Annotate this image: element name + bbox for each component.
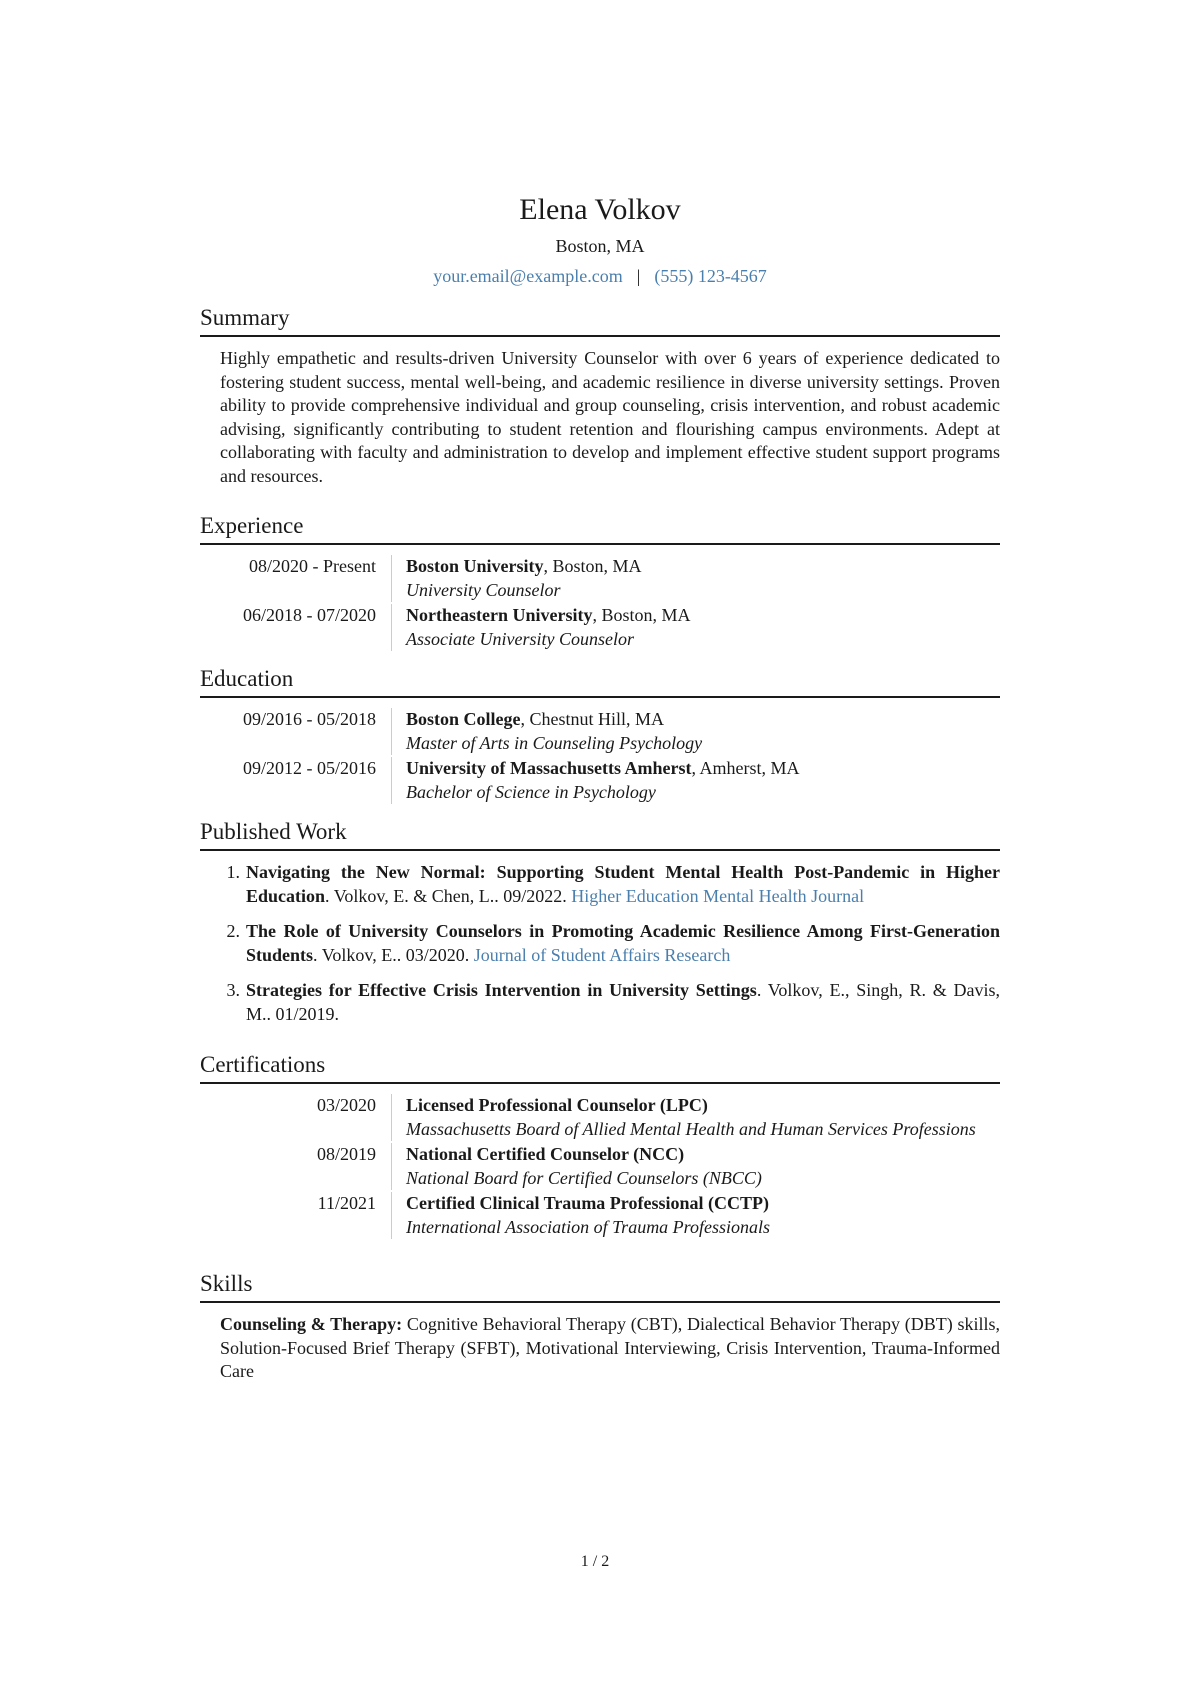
section-title: Skills [200,1271,253,1296]
section-divider [200,335,1000,337]
publication-number: 1. [226,862,240,882]
resume-header [200,190,1000,288]
school-name: University of Massachusetts Amherst [406,758,692,778]
publication-item [200,979,1000,1026]
entry-date: 06/2018 - 07/2020 [243,605,376,625]
degree: Bachelor of Science in Psychology [406,781,656,802]
certification-name: National Certified Counselor (NCC) [406,1144,685,1164]
skill-list: Cognitive Behavioral Therapy (CBT), Dialectical Behavior Therapy (DBT) skills, Solution-Focused Brief Therapy (SFBT), Motivational Interviewing, Crisis Intervention, Trauma-Informed Care [220,1314,1000,1381]
publication-venue-link[interactable]: Journal of Student Affairs Research [473,944,731,965]
section-title: Published Work [200,819,347,844]
publication-title: Navigating the New Normal: Supporting Student Mental Health Post-Pandemic in Higher Education [246,862,1000,906]
candidate-location: Boston, MA [555,236,645,256]
publication-title: Strategies for Effective Crisis Intervention in University Settings [246,980,757,1000]
certification-entry [200,1192,1000,1239]
section-divider [200,543,1000,545]
job-role: Associate University Counselor [406,628,634,649]
certifications-section [200,1050,1000,1239]
entry-date: 08/2020 - Present [249,556,376,576]
experience-section [200,511,1000,651]
section-title: Summary [200,305,290,330]
employer-location: , Boston, MA [592,605,691,625]
section-divider [200,849,1000,851]
certification-issuer: International Association of Trauma Professionals [406,1216,771,1237]
degree: Master of Arts in Counseling Psychology [406,732,703,753]
entry-date: 08/2019 [316,1144,376,1164]
certification-issuer: Massachusetts Board of Allied Mental Health and Human Services Professions [406,1118,976,1139]
publication-title: The Role of University Counselors in Promoting Academic Resilience Among First-Generation Students [246,921,1000,965]
summary-section [200,303,1000,488]
section-title: Experience [200,513,304,538]
publication-list [200,861,1000,1026]
experience-entry [200,555,1000,602]
summary-text: Highly empathetic and results-driven University Counselor with over 6 years of experience dedicated to fostering student success, mental well-being, and academic resilience in diverse university settings. Proven ability to provide comprehensive individual and group counseling, crisis intervention, and robust academic advising, significantly contributing to student retention and flourishing campus environments. Adept at collaborating with faculty and administration to develop and implement effective student support programs and resources. [220,348,1000,486]
entry-date: 11/2021 [317,1193,376,1213]
education-entry [200,708,1000,755]
section-title: Certifications [200,1052,326,1077]
skills-section [200,1269,1000,1384]
school-name: Boston College [406,709,521,729]
section-divider [200,696,1000,698]
experience-entry [200,604,1000,651]
employer-name: Northeastern University [406,605,593,625]
skills-text [220,1313,1000,1384]
publication-item [200,861,1000,908]
employer-name: Boston University [406,556,544,576]
page-number: 1 / 2 [580,1553,610,1570]
publication-details: . Volkov, E.. 03/2020. [313,944,474,965]
certification-entry [200,1094,1000,1141]
published-work-section [200,817,1000,1038]
certification-issuer: National Board for Certified Counselors (NBCC) [406,1167,762,1188]
contact-separator: | [636,266,641,286]
publication-number: 3. [226,980,240,1000]
publication-item [200,920,1000,967]
certification-name: Certified Clinical Trauma Professional (CCTP) [406,1193,769,1213]
education-entry [200,757,1000,804]
certification-entry [200,1143,1000,1190]
contact-line [200,264,1000,288]
phone-link[interactable]: (555) 123-4567 [654,266,767,286]
entry-date: 09/2012 - 05/2016 [243,758,376,778]
job-role: University Counselor [406,579,561,600]
skill-category: Counseling & Therapy: [220,1314,403,1334]
school-location: , Chestnut Hill, MA [520,709,665,729]
candidate-name: Elena Volkov [519,193,681,226]
publication-number: 2. [226,921,240,941]
employer-location: , Boston, MA [543,556,642,576]
section-divider [200,1301,1000,1303]
education-section [200,664,1000,804]
publication-details: . Volkov, E. & Chen, L.. 09/2022. [325,885,572,906]
section-title: Education [200,666,294,691]
school-location: , Amherst, MA [691,758,800,778]
entry-date: 09/2016 - 05/2018 [243,709,376,729]
section-divider [200,1082,1000,1084]
email-link[interactable]: your.email@example.com [433,266,623,286]
certification-name: Licensed Professional Counselor (LPC) [406,1095,708,1115]
publication-details: . Volkov, E., Singh, R. & Davis, M.. 01/2019. [246,980,1000,1024]
publication-venue-link[interactable]: Higher Education Mental Health Journal [571,885,865,906]
entry-date: 03/2020 [316,1095,376,1115]
